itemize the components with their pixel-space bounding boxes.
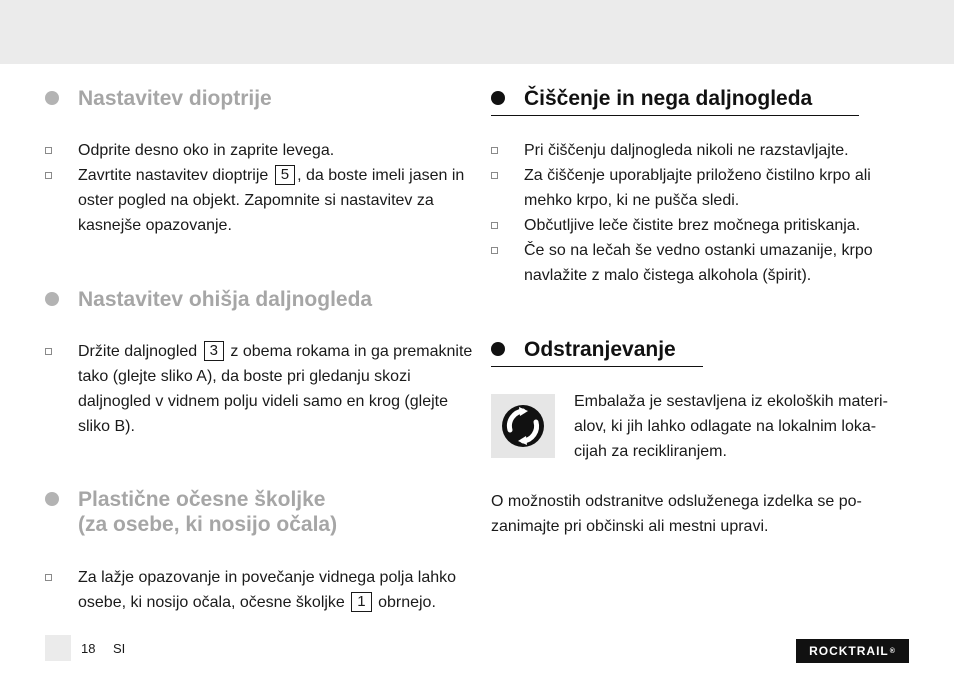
section-heading-housing bbox=[45, 287, 372, 312]
brand-name: ROCKTRAIL bbox=[809, 644, 889, 658]
square-bullet-icon bbox=[45, 147, 52, 154]
list-item: Odprite desno oko in zaprite levega. bbox=[45, 138, 475, 163]
part-reference: 3 bbox=[204, 341, 224, 361]
square-bullet-icon bbox=[45, 172, 52, 179]
page-marker bbox=[45, 635, 71, 661]
section-title: Čiščenje in nega daljnogleda bbox=[524, 87, 813, 110]
eyecup-instructions bbox=[45, 565, 475, 615]
list-item: Za čiščenje uporabljajte priloženo čistilno krpo ali mehko krpo, ki ne pušča sledi. bbox=[491, 163, 921, 213]
section-title: Nastavitev dioptrije bbox=[78, 87, 272, 110]
dioptre-instructions bbox=[45, 138, 475, 238]
disposal-note: O možnostih odstranitve odsluženega izdelka se po- zanimajte pri občinski ali mestni upravi. bbox=[491, 493, 862, 535]
section-bullet-icon bbox=[491, 342, 505, 356]
section-heading-cleaning bbox=[491, 86, 859, 116]
section-bullet-icon bbox=[45, 91, 59, 105]
cleaning-instructions bbox=[491, 138, 921, 288]
list-item: Zavrtite nastavitev dioptrije 5 , da boste imeli jasen in oster pogled na objekt. Zapomnite si nastavitev za kasnejše opazovanje. bbox=[45, 163, 475, 238]
section-heading-dioptre bbox=[45, 86, 272, 111]
page-number: 18 bbox=[81, 641, 96, 656]
list-item: Za lažje opazovanje in povečanje vidnega polja lahko osebe, ki nosijo očala, očesne školjke 1 obrnejo. bbox=[45, 565, 475, 615]
section-bullet-icon bbox=[45, 292, 59, 306]
green-dot-recycling-icon bbox=[500, 403, 546, 449]
list-item: Držite daljnogled 3 z obema rokama in ga premaknite tako (glejte sliko A), da boste pri gledanju skozi daljnogled v vidnem polju videli samo en krog (glejte sliko B). bbox=[45, 339, 475, 439]
brand-logo bbox=[796, 639, 909, 663]
section-heading-eyecups bbox=[45, 487, 337, 537]
section-heading-disposal bbox=[491, 337, 703, 367]
packaging-note: Embalaža je sestavljena iz ekoloških materi- alov, ki jih lahko odlagate na lokalnim loka- cijah za recikliranjem. bbox=[574, 393, 888, 460]
housing-instructions bbox=[45, 339, 475, 439]
section-bullet-icon bbox=[45, 492, 59, 506]
square-bullet-icon bbox=[45, 348, 52, 355]
square-bullet-icon bbox=[491, 222, 498, 229]
list-item: Če so na lečah še vedno ostanki umazanije, krpo navlažite z malo čistega alkohola (špirit). bbox=[491, 238, 921, 288]
section-title: Nastavitev ohišja daljnogleda bbox=[78, 288, 373, 311]
registered-mark: ® bbox=[889, 647, 896, 655]
section-title: Odstranjevanje bbox=[524, 338, 676, 361]
part-reference: 1 bbox=[351, 592, 371, 612]
list-item: Pri čiščenju daljnogleda nikoli ne razstavljajte. bbox=[491, 138, 921, 163]
square-bullet-icon bbox=[45, 574, 52, 581]
language-code: SI bbox=[113, 641, 126, 656]
part-reference: 5 bbox=[275, 165, 295, 185]
section-title: Plastične očesne školjke (za osebe, ki nosijo očala) bbox=[78, 488, 338, 536]
square-bullet-icon bbox=[491, 247, 498, 254]
list-item: Občutljive leče čistite brez močnega pritiskanja. bbox=[491, 213, 921, 238]
square-bullet-icon bbox=[491, 172, 498, 179]
recycle-symbol-box bbox=[491, 394, 555, 458]
section-bullet-icon bbox=[491, 91, 505, 105]
square-bullet-icon bbox=[491, 147, 498, 154]
header-band bbox=[0, 0, 954, 64]
